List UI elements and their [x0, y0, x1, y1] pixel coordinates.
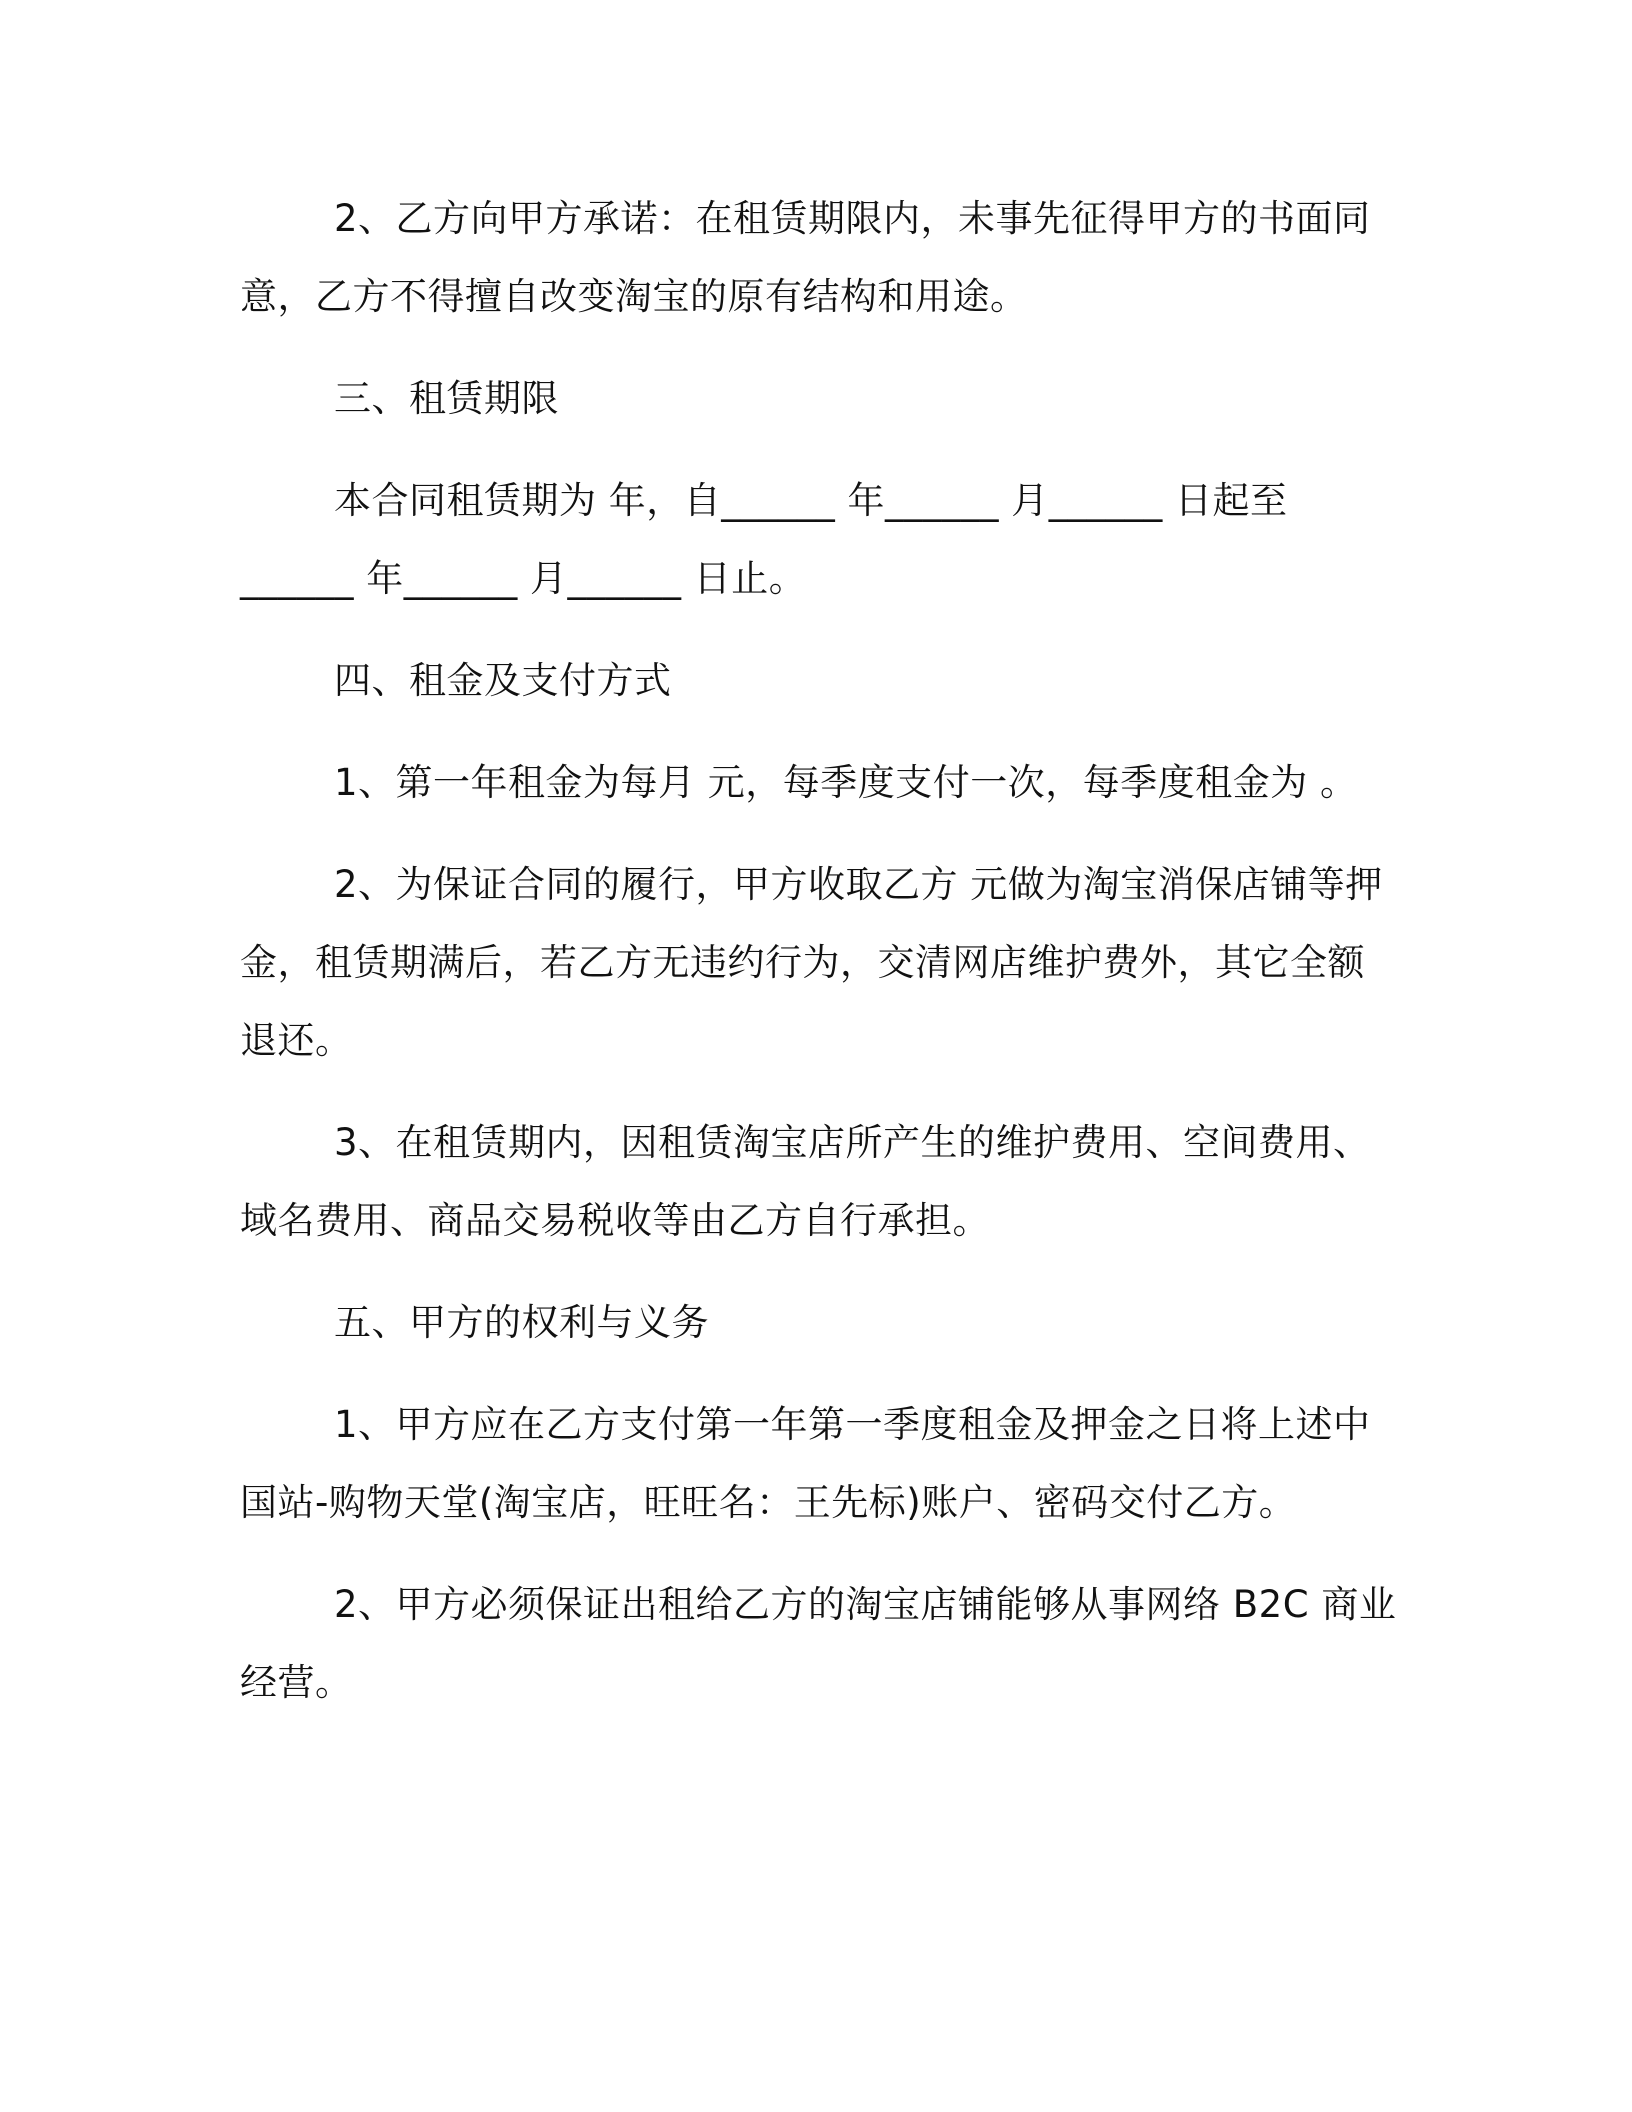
clause-2-line-2: 意，乙方不得擅自改变淘宝的原有结构和用途。 — [240, 275, 1028, 318]
rent-clause-3-line-1: 3、在租赁期内，因租赁淘宝店所产生的维护费用、空间费用、 — [334, 1121, 1371, 1164]
lease-term-line-1: 本合同租赁期为 年，自______ 年______ 月______ 日起至 — [334, 479, 1288, 522]
rent-clause-2-line-1: 2、为保证合同的履行，甲方收取乙方 元做为淘宝消保店铺等押 — [334, 863, 1383, 906]
party-a-clause-1-line-2: 国站-购物天堂(淘宝店，旺旺名：王先标)账户、密码交付乙方。 — [240, 1481, 1297, 1524]
rent-clause-2-line-3: 退还。 — [240, 1019, 353, 1062]
section-4-heading: 四、租金及支付方式 — [334, 659, 672, 702]
rent-clause-1: 1、第一年租金为每月 元，每季度支付一次，每季度租金为 。 — [334, 761, 1358, 804]
clause-2-line-1: 2、乙方向甲方承诺：在租赁期限内，未事先征得甲方的书面同 — [334, 197, 1371, 240]
party-a-clause-2-line-1: 2、甲方必须保证出租给乙方的淘宝店铺能够从事网络 B2C 商业 — [334, 1583, 1397, 1626]
section-3-heading: 三、租赁期限 — [334, 377, 559, 420]
rent-clause-3-line-2: 域名费用、商品交易税收等由乙方自行承担。 — [240, 1199, 990, 1242]
party-a-clause-2-line-2: 经营。 — [240, 1661, 353, 1704]
party-a-clause-1-line-1: 1、甲方应在乙方支付第一年第一季度租金及押金之日将上述中 — [334, 1403, 1371, 1446]
section-5-heading: 五、甲方的权利与义务 — [334, 1301, 709, 1344]
rent-clause-2-line-2: 金，租赁期满后，若乙方无违约行为，交清网店维护费外，其它全额 — [240, 941, 1365, 984]
lease-term-line-2: ______ 年______ 月______ 日止。 — [240, 557, 807, 600]
